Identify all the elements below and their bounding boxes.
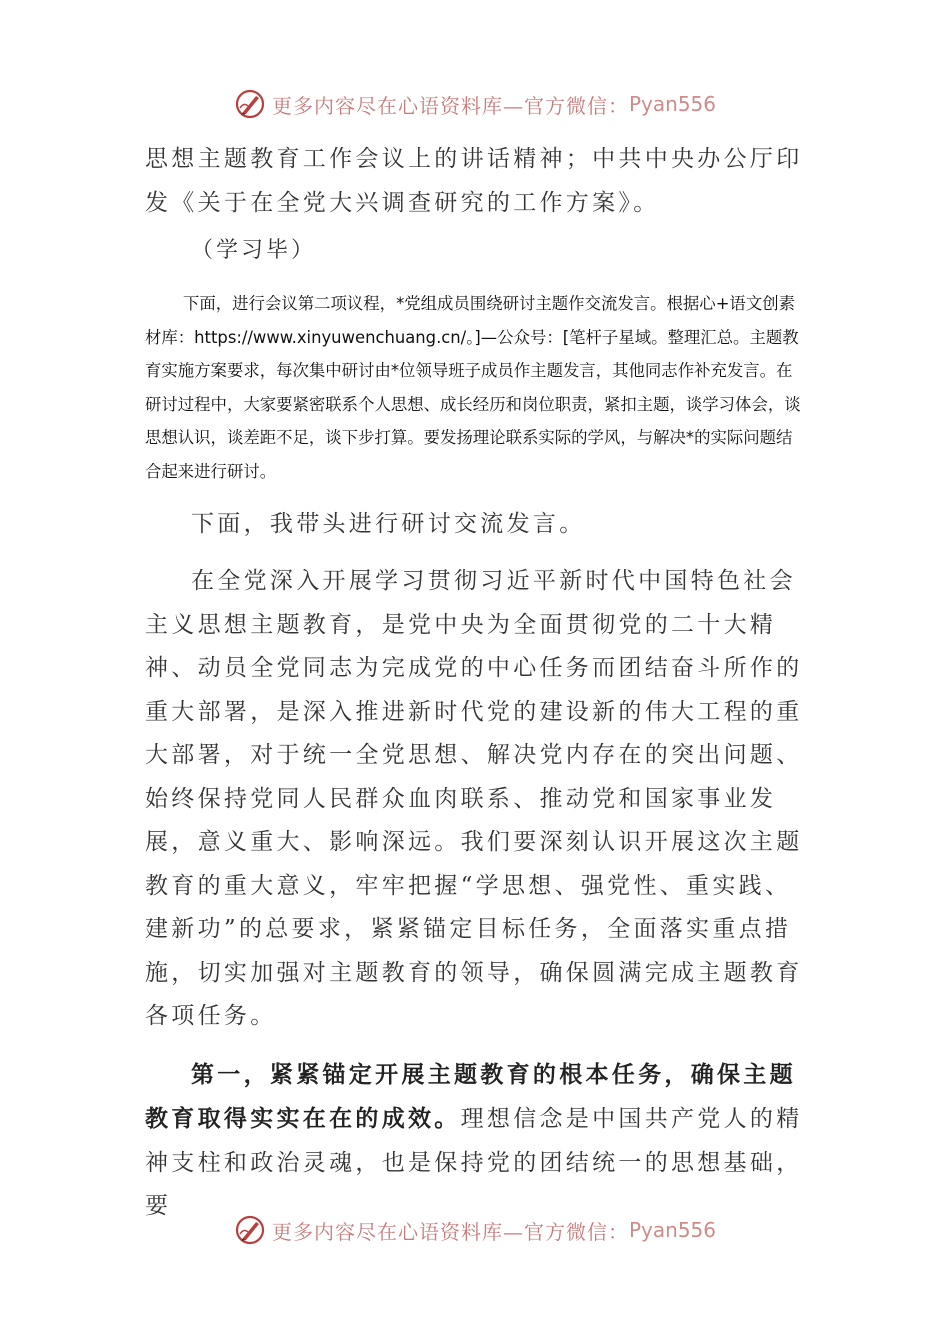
- study-end-marker: （学习毕）: [191, 238, 317, 263]
- body-paragraph: 在全党深入开展学习贯彻习近平新时代中国特色社会主义思想主题教育，是党中央为全面贯彻党的二十大精神、动员全党同志为完成党的中心任务而团结奋斗所作的重大部署，是深入推进新时代党的建设新的伟大工程的重大部署，对于统一全党思想、解决党内存在的突出问题、始终保持党同人民群众血肉联系、推动党和国家事业发展，意义重大、影响深远。我们要深刻认识开展这次主题教育的重大意义，牢牢把握“学思想、强党性、重实践、建新功”的总要求，紧紧锚定目标任务，全面落实重点措施，切实加强对主题教育的领导，确保圆满完成主题教育各项任务。: [145, 568, 803, 1030]
- pen-logo-icon: [234, 1214, 266, 1246]
- section-text: 理想信念是中国共产党人的精神支柱和政治灵魂，也是保持党的团结统一的思想基础，要: [145, 1106, 803, 1220]
- section-heading: 第一，紧紧锚定开展主题教育的根本任务，确保主题教育取得实实在在的成效。: [145, 1060, 796, 1133]
- banner-text: 更多内容尽在心语资料库—官方微信：: [271, 93, 629, 118]
- banner-wechat-id: Pyan556: [628, 92, 716, 116]
- agenda-note-paragraph: 下面，进行会议第二项议程，*党组成员围绕研讨主题作交流发言。根据心+语文创素材库：https://www.xinyuwenchuang.cn/。]—公众号：[笔杆子星域。整理汇总。主题教育实施方案要求，每次集中研讨由*位领导班子成员作主题发言，其他同志作补充发言。在研讨过程中，大家要紧密联系个人思想、成长经历和岗位职责，紧扣主题，谈学习体会，谈思想认识，谈差距不足，谈下步打算。要发扬理论联系实际的学风，与解决*的实际问题结合起来进行研讨。: [145, 294, 801, 481]
- text-line: 发《关于在全党大兴调查研究的工作方案》。: [145, 189, 660, 216]
- pen-logo-icon: [234, 88, 266, 120]
- intro-paragraph: 下面，我带头进行研讨交流发言。: [191, 510, 586, 537]
- banner-wechat-id: Pyan556: [628, 1218, 716, 1242]
- text-line: 思想主题教育工作会议上的讲话精神；中共中央办公厅印: [145, 146, 803, 172]
- header-watermark-banner: [0, 84, 950, 124]
- banner-text: 更多内容尽在心语资料库—官方微信：: [271, 1219, 629, 1244]
- document-body: [145, 138, 805, 1229]
- section-paragraph: [145, 1053, 805, 1229]
- footer-watermark-banner: [0, 1210, 950, 1250]
